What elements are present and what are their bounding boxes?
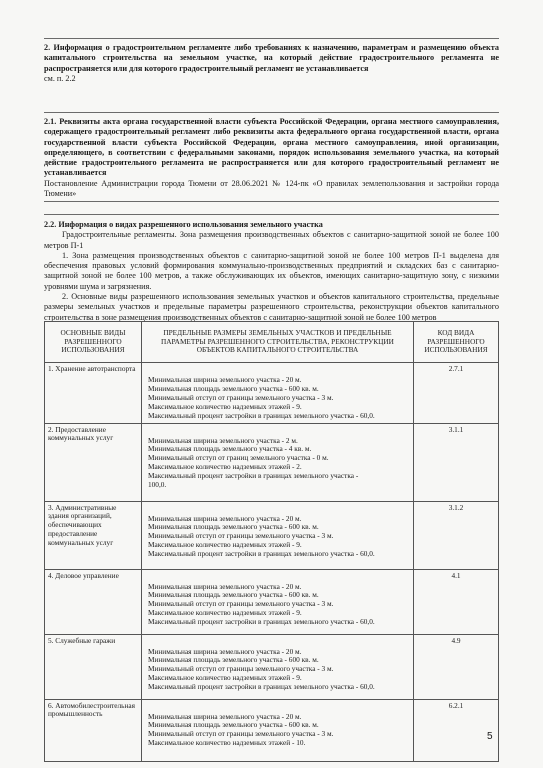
table-row [45,423,499,501]
params-cell [142,363,414,424]
code-cell: 3.1.1 [414,423,499,501]
section-2-ref: см. п. 2.2 [44,73,76,83]
section-2-heading: 2. Информация о градостроительном регламенте либо требованиях к назначению, параметрам и размещению объекта капитального строительства на земельном участке, на который действие градостроительного регламента не распространяется или для которого градостроительный регламент не устанавливается [44,43,499,73]
param-line: Минимальный отступ от границы земельного участка - 3 м. [148,729,334,739]
param-line: Минимальная площадь земельного участка - 600 кв. м. [148,655,319,665]
params-cell [142,423,414,501]
table-header-row [45,322,499,363]
param-line: Минимальная ширина земельного участка - 20 м. [148,646,302,656]
use-cell: 6. Автомобилестроительная промышленность [45,699,142,761]
code-cell: 2.7.1 [414,363,499,424]
param-line: Минимальный отступ от границ земельного участка - 0 м. [148,453,329,463]
param-line: Максимальное количество надземных этажей - 9. [148,608,302,618]
table-row [45,363,499,424]
code-cell: 4.9 [414,634,499,699]
param-line: Минимальная ширина земельного участка - 20 м. [148,375,302,384]
header-params: ПРЕДЕЛЬНЫЕ РАЗМЕРЫ ЗЕМЕЛЬНЫХ УЧАСТКОВ И ПРЕДЕЛЬНЫЕ ПАРАМЕТРЫ РАЗРЕШЕННОГО СТРОИТЕЛЬСТВА, РЕКОНСТРУКЦИИ ОБЪЕКТОВ КАПИТАЛЬНОГО СТРОИТЕЛЬСТВА [142,322,414,363]
use-cell: 1. Хранение автотранспорта [45,363,142,424]
param-line: Минимальный отступ от границы земельного участка - 3 м. [148,664,334,674]
param-line: Максимальный процент застройки в границах земельного участка - [148,471,359,481]
section-2-2-p3: 2. Основные виды разрешенного использования земельных участков и объектов капитального строительства, предельные размеры земельных участков и предельные параметры разрешенного строительства, реконструкции объектов капитального строительства в зоне размещения производственных объектов с санитарно-защитной зоной не более 100 метров [44,292,499,322]
table-row [45,634,499,699]
code-cell: 6.2.1 [414,699,499,761]
header-code: КОД ВИДА РАЗРЕШЕННОГО ИСПОЛЬЗОВАНИЯ [414,322,499,363]
param-line: Минимальная ширина земельного участка - 20 м. [148,711,302,721]
param-line: Минимальная площадь земельного участка - 4 кв. м. [148,444,312,454]
use-cell: 5. Служебные гаражи [45,634,142,699]
params-cell [142,569,414,634]
param-line: Максимальное количество надземных этажей - 9. [148,673,302,683]
section-2-1 [44,112,499,202]
code-cell: 3.1.2 [414,501,499,569]
param-line: Минимальная ширина земельного участка - 20 м. [148,581,302,591]
use-cell: 2. Предоставление коммунальных услуг [45,423,142,501]
section-2-1-text: Постановление Администрации города Тюмени от 28.06.2021 № 124-пк «О правилах землепользования и застройки города Тюмени» [44,178,499,199]
param-line: Минимальная площадь земельного участка - 600 кв. м. [148,590,319,600]
param-line: Максимальный процент застройки в границах земельного участка - 60,0. [148,682,375,692]
table-row [45,569,499,634]
param-line: Минимальная площадь земельного участка - 600 кв. м. [148,522,319,532]
params-cell [142,699,414,761]
param-line: Минимальный отступ от границы земельного участка - 3 м. [148,392,334,402]
params-cell [142,501,414,569]
param-line: Максимальное количество надземных этажей - 10. [148,738,306,748]
param-line: Минимальный отступ от границы земельного участка - 3 м. [148,531,334,541]
params-cell [142,634,414,699]
section-2-2-heading: 2.2. Информация о видах разрешенного использования земельного участка [44,220,323,229]
header-use: ОСНОВНЫЕ ВИДЫ РАЗРЕШЕННОГО ИСПОЛЬЗОВАНИЯ [45,322,142,363]
param-line: Максимальный процент застройки в границах земельного участка - 60,0. [148,617,375,627]
table-row [45,501,499,569]
zoning-table [44,321,499,762]
param-line: Максимальное количество надземных этажей - 9. [148,401,302,411]
param-line: Максимальный процент застройки в границах земельного участка - 60,0. [148,410,375,420]
code-cell: 4.1 [414,569,499,634]
table-row [45,699,499,761]
param-line: Минимальная ширина земельного участка - 2 м. [148,435,298,445]
section-2-2-p2: 1. Зона размещения производственных объектов с санитарно-защитной зоной не более 100 метров П-1 выделена для обеспечения правовых условий формирования коммунально-производственных предприятий и складских баз с санитарно-защитной зоной не более 100 метров, а также обслуживающих их объектов, имеющих санитарно-защитную зону, с низкими уровнями шума и загрязнения. [44,250,499,291]
section-2-1-heading: 2.1. Реквизиты акта органа государственной власти субъекта Российской Федерации, органа местного самоуправления, содержащего градостроительный регламент либо реквизиты акта федерального органа государственной власти, органа государственной власти субъекта Российской Федерации, органа местного самоуправления, иной организации, определяющего, в соответствии с федеральными законами, порядок использования земельного участка, на который действие градостроительного регламента не распространяется или для которого градостроительный регламент не устанавливается [44,117,499,178]
param-line: Минимальная ширина земельного участка - 20 м. [148,513,302,523]
section-2-2-p1: Градостроительные регламенты. Зона размещения производственных объектов с санитарно-защитной зоной не более 100 метров П-1 [44,230,499,250]
use-cell: 4. Деловое управление [45,569,142,634]
param-line: Минимальный отступ от границы земельного участка - 3 м. [148,599,334,609]
param-line: Максимальный процент застройки в границах земельного участка - 60,0. [148,549,375,559]
param-line: Минимальная площадь земельного участка - 600 кв. м. [148,720,319,730]
param-line: Максимальное количество надземных этажей - 2. [148,462,302,472]
use-cell: 3. Административные здания организаций, обеспечивающих предоставление коммунальных услуг [45,501,142,569]
param-line: Минимальная площадь земельного участка - 600 кв. м. [148,383,319,393]
section-2-info [44,38,499,84]
page-number: 5 [487,731,493,742]
section-2-2 [44,214,499,323]
param-line: Максимальное количество надземных этажей - 9. [148,540,302,550]
param-line: 100,0. [148,480,167,490]
